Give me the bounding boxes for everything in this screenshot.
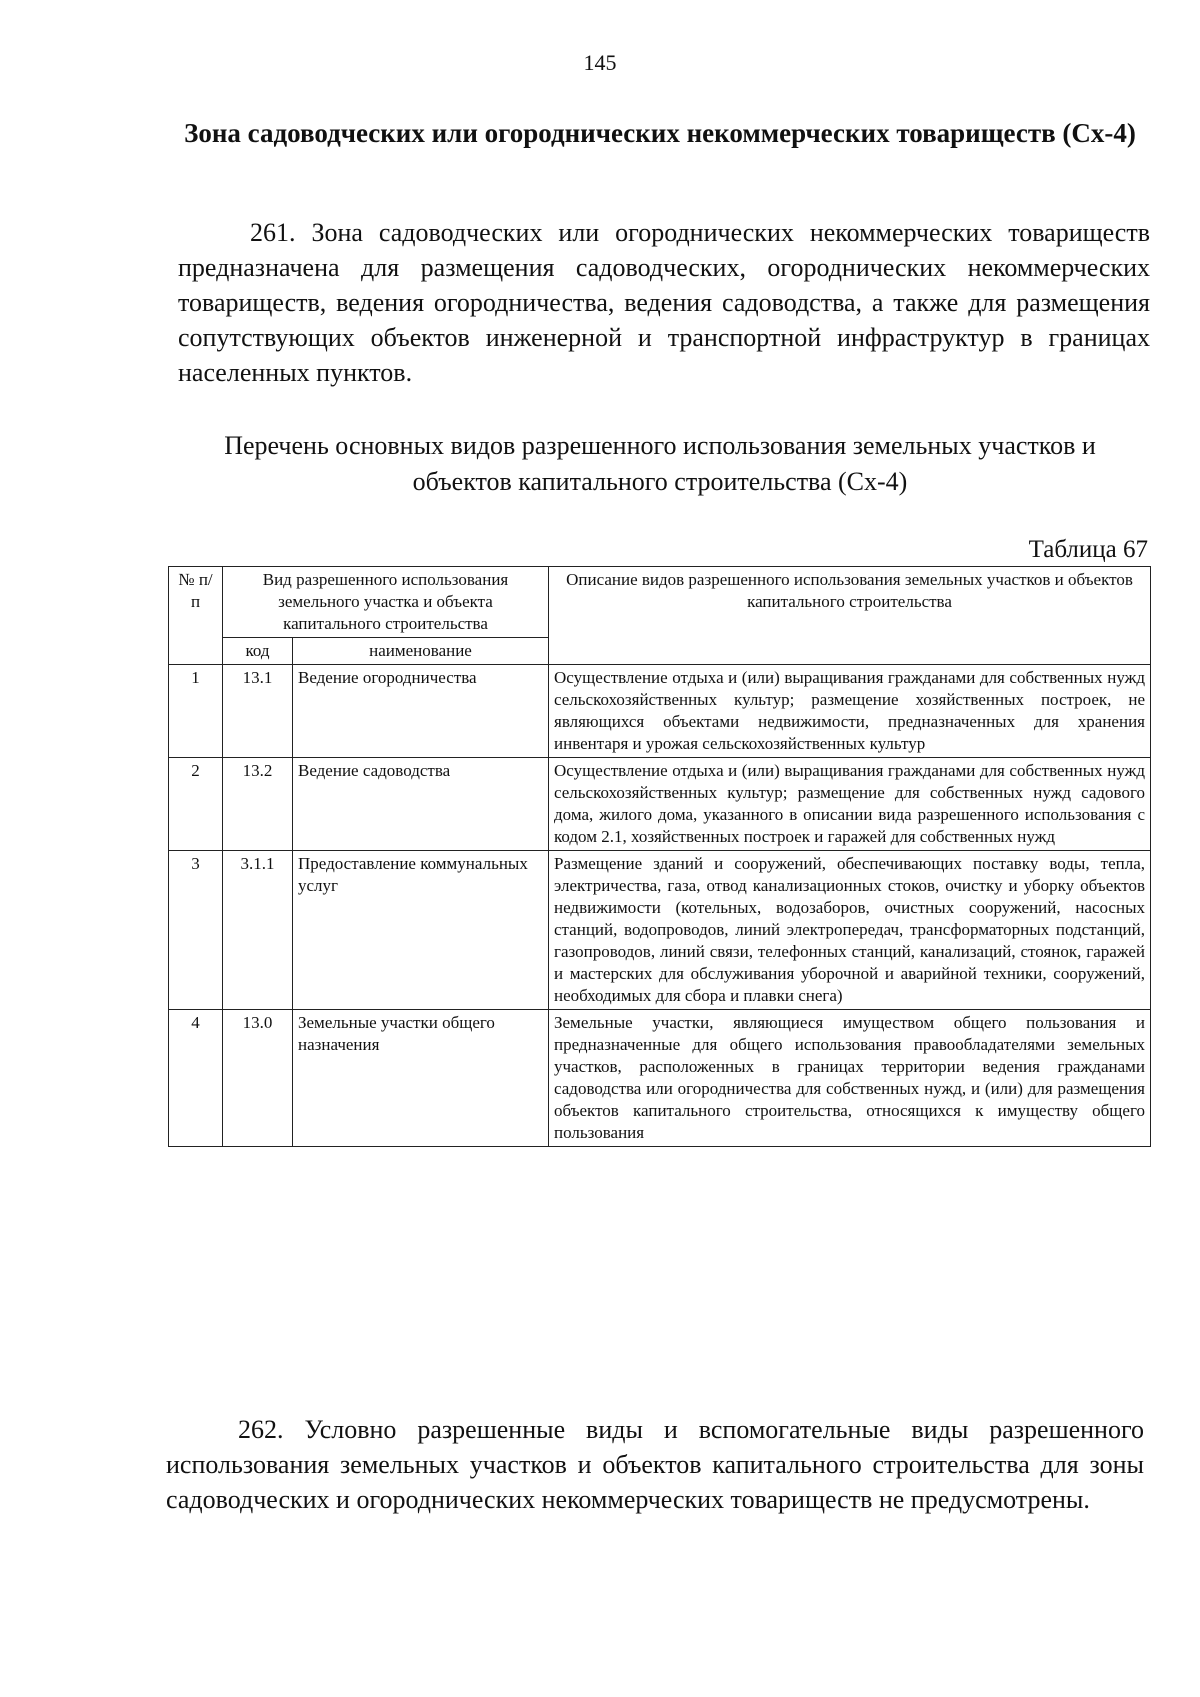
row-desc: Земельные участки, являющиеся имуществом общего пользования и предназначенные для общего использования правообладателями земельных участков, расположенных в границах территории ведения гражданами садоводства или огородничества для собственных нужд, и (или) для размещения объектов капитального строительства, относящихся к имуществу общего пользования xyxy=(549,1010,1151,1147)
row-num: 4 xyxy=(169,1010,223,1147)
row-desc: Осуществление отдыха и (или) выращивания гражданами для собственных нужд сельскохозяйственных культур; размещение хозяйственных построек, не являющихся объектами недвижимости, предназначенных для хранения инвентаря и урожая сельскохозяйственных культур xyxy=(549,665,1151,758)
table-row xyxy=(169,851,1151,1010)
header-desc: Описание видов разрешенного использования земельных участков и объектов капитального строительства xyxy=(549,567,1151,665)
row-num: 2 xyxy=(169,758,223,851)
row-name: Земельные участки общего назначения xyxy=(293,1010,549,1147)
paragraph-262: 262. Условно разрешенные виды и вспомогательные виды разрешенного использования земельных участков и объектов капитального строительства для зоны садоводческих и огороднических некоммерческих товариществ не предусмотрены. xyxy=(166,1415,1144,1514)
list-title: Перечень основных видов разрешенного использования земельных участков и объектов капитального строительства (Сх-4) xyxy=(224,431,1096,496)
row-code: 13.2 xyxy=(223,758,293,851)
row-code: 13.1 xyxy=(223,665,293,758)
table-row xyxy=(169,1010,1151,1147)
header-code: код xyxy=(223,638,293,665)
permitted-uses-table xyxy=(168,566,1151,1147)
table-caption: Таблица 67 xyxy=(1028,536,1148,563)
header-name: наименование xyxy=(293,638,549,665)
row-desc: Осуществление отдыха и (или) выращивания гражданами для собственных нужд сельскохозяйственных культур; размещение для собственных нужд садового дома, жилого дома, указанного в описании вида разрешенного использования с кодом 2.1, хозяйственных построек и гаражей для собственных нужд xyxy=(549,758,1151,851)
row-name: Ведение садоводства xyxy=(293,758,549,851)
page-number: 145 xyxy=(583,50,617,75)
row-num: 3 xyxy=(169,851,223,1010)
row-code: 3.1.1 xyxy=(223,851,293,1010)
table-row xyxy=(169,665,1151,758)
row-name: Предоставление коммунальных услуг xyxy=(293,851,549,1010)
row-num: 1 xyxy=(169,665,223,758)
paragraph-261: 261. Зона садоводческих или огороднических некоммерческих товариществ предназначена для размещения садоводческих, огороднических некоммерческих товариществ, ведения огородничества, ведения садоводства, а также для размещения сопутствующих объектов инженерной и транспортной инфраструктур в границах населенных пунктов. xyxy=(178,218,1150,387)
table-header-row xyxy=(169,567,1151,638)
header-num: № п/п xyxy=(169,567,223,665)
header-kind: Вид разрешенного использования земельного участка и объекта капитального строительства xyxy=(223,567,549,638)
table-row xyxy=(169,758,1151,851)
row-code: 13.0 xyxy=(223,1010,293,1147)
zone-title: Зона садоводческих или огороднических некоммерческих товариществ (Сх-4) xyxy=(184,118,1136,148)
row-desc: Размещение зданий и сооружений, обеспечивающих поставку воды, тепла, электричества, газа, отвод канализационных стоков, очистку и уборку объектов недвижимости (котельных, водозаборов, очистных сооружений, насосных станций, водопроводов, линий электропередач, трансформаторных подстанций, газопроводов, линий связи, телефонных станций, канализаций, стоянок, гаражей и мастерских для обслуживания уборочной и аварийной техники, сооружений, необходимых для сбора и плавки снега) xyxy=(549,851,1151,1010)
row-name: Ведение огородничества xyxy=(293,665,549,758)
